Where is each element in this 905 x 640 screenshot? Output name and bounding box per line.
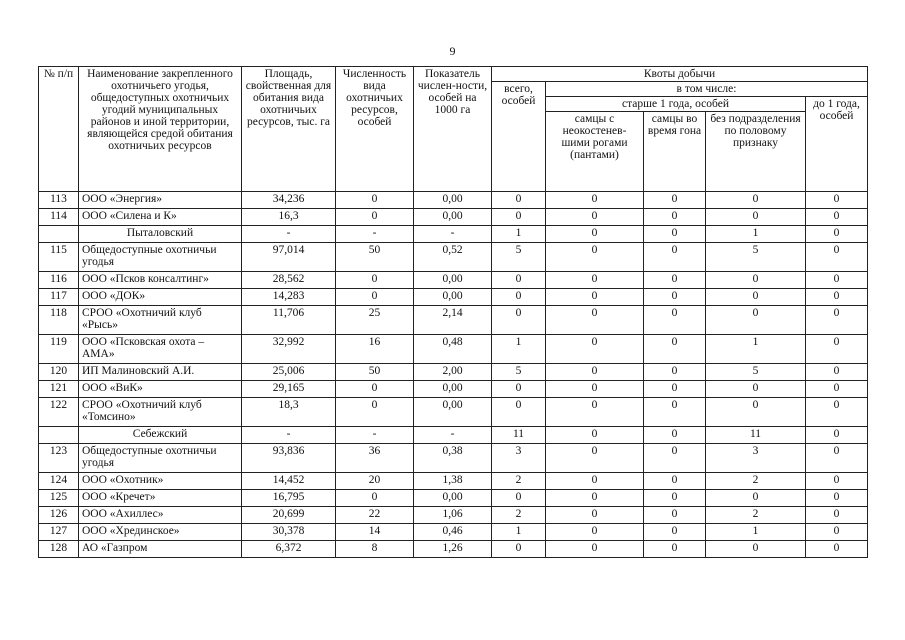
cell-total: 2 <box>492 507 546 524</box>
cell-males-rut: 0 <box>644 427 706 444</box>
cell-total: 5 <box>492 243 546 272</box>
cell-males-pants: 0 <box>546 427 644 444</box>
cell-count: - <box>336 427 414 444</box>
cell-males-rut: 0 <box>644 444 706 473</box>
cell-under1: 0 <box>806 473 868 490</box>
cell-area: 16,795 <box>242 490 336 507</box>
cell-name: ООО «Ахиллес» <box>79 507 242 524</box>
cell-no-gender: 0 <box>706 306 806 335</box>
table-row <box>39 243 868 272</box>
cell-area: 32,992 <box>242 335 336 364</box>
cell-total: 5 <box>492 364 546 381</box>
cell-males-rut: 0 <box>644 209 706 226</box>
cell-index: 1,26 <box>414 541 492 558</box>
cell-males-rut: 0 <box>644 364 706 381</box>
cell-count: 20 <box>336 473 414 490</box>
cell-under1: 0 <box>806 381 868 398</box>
cell-num <box>39 427 79 444</box>
cell-under1: 0 <box>806 272 868 289</box>
cell-males-rut: 0 <box>644 289 706 306</box>
cell-name: Общедоступные охотничьи угодья <box>79 444 242 473</box>
cell-name: ООО «Кречет» <box>79 490 242 507</box>
cell-males-rut: 0 <box>644 541 706 558</box>
cell-total: 0 <box>492 209 546 226</box>
header-index: Показатель числен-ности, особей на 1000 га <box>414 67 492 192</box>
cell-area: 18,3 <box>242 398 336 427</box>
cell-under1: 0 <box>806 507 868 524</box>
cell-index: 0,00 <box>414 272 492 289</box>
cell-count: 36 <box>336 444 414 473</box>
cell-area: 11,706 <box>242 306 336 335</box>
cell-count: 25 <box>336 306 414 335</box>
cell-index: 0,00 <box>414 490 492 507</box>
cell-num: 127 <box>39 524 79 541</box>
cell-num: 113 <box>39 192 79 209</box>
cell-males-pants: 0 <box>546 381 644 398</box>
cell-name: ООО «Псков консалтинг» <box>79 272 242 289</box>
cell-males-rut: 0 <box>644 335 706 364</box>
cell-index: 0,00 <box>414 289 492 306</box>
cell-no-gender: 2 <box>706 507 806 524</box>
cell-num: 126 <box>39 507 79 524</box>
cell-count: 50 <box>336 364 414 381</box>
cell-males-pants: 0 <box>546 541 644 558</box>
cell-num: 124 <box>39 473 79 490</box>
cell-males-pants: 0 <box>546 364 644 381</box>
cell-area: - <box>242 427 336 444</box>
cell-males-rut: 0 <box>644 226 706 243</box>
cell-no-gender: 1 <box>706 226 806 243</box>
cell-count: 22 <box>336 507 414 524</box>
cell-total: 3 <box>492 444 546 473</box>
cell-total: 1 <box>492 226 546 243</box>
cell-index: 0,00 <box>414 381 492 398</box>
cell-males-rut: 0 <box>644 272 706 289</box>
cell-num <box>39 226 79 243</box>
cell-no-gender: 5 <box>706 243 806 272</box>
cell-no-gender: 0 <box>706 381 806 398</box>
cell-count: 50 <box>336 243 414 272</box>
cell-under1: 0 <box>806 192 868 209</box>
cell-name: ООО «Псковская охота – АМА» <box>79 335 242 364</box>
cell-no-gender: 3 <box>706 444 806 473</box>
cell-area: - <box>242 226 336 243</box>
cell-males-rut: 0 <box>644 192 706 209</box>
cell-count: 16 <box>336 335 414 364</box>
cell-num: 119 <box>39 335 79 364</box>
cell-no-gender: 2 <box>706 473 806 490</box>
cell-index: 0,46 <box>414 524 492 541</box>
cell-num: 117 <box>39 289 79 306</box>
cell-num: 121 <box>39 381 79 398</box>
cell-index: - <box>414 427 492 444</box>
table-row <box>39 507 868 524</box>
cell-index: 0,00 <box>414 209 492 226</box>
cell-name: Общедоступные охотничьи угодья <box>79 243 242 272</box>
cell-index: 1,38 <box>414 473 492 490</box>
cell-males-rut: 0 <box>644 490 706 507</box>
cell-no-gender: 0 <box>706 541 806 558</box>
cell-count: 0 <box>336 381 414 398</box>
table-row <box>39 490 868 507</box>
cell-name: АО «Газпром <box>79 541 242 558</box>
cell-name: ООО «Энергия» <box>79 192 242 209</box>
table-row <box>39 444 868 473</box>
cell-area: 6,372 <box>242 541 336 558</box>
cell-under1: 0 <box>806 490 868 507</box>
header-males-pants: самцы с неокостенев-шими рогами (пантами) <box>546 112 644 192</box>
cell-name: ИП Малиновский А.И. <box>79 364 242 381</box>
header-under1: до 1 года, особей <box>806 97 868 192</box>
header-name: Наименование закрепленного охотничьего угодья, общедоступных охотничьих угодий муниципальных районов и иной территории, являющейся средой обитания охотничьих ресурсов <box>79 67 242 192</box>
cell-males-pants: 0 <box>546 335 644 364</box>
cell-index: 0,38 <box>414 444 492 473</box>
header-quotas: Квоты добычи <box>492 67 868 82</box>
cell-name: СРОО «Охотничий клуб «Рысь» <box>79 306 242 335</box>
header-including: в том числе: <box>546 82 868 97</box>
cell-males-pants: 0 <box>546 524 644 541</box>
cell-no-gender: 11 <box>706 427 806 444</box>
cell-index: 0,48 <box>414 335 492 364</box>
table-row <box>39 192 868 209</box>
cell-under1: 0 <box>806 398 868 427</box>
cell-total: 0 <box>492 490 546 507</box>
table-row <box>39 335 868 364</box>
cell-index: 0,52 <box>414 243 492 272</box>
cell-num: 123 <box>39 444 79 473</box>
cell-num: 128 <box>39 541 79 558</box>
table-row <box>39 209 868 226</box>
table-body <box>39 192 868 558</box>
cell-area: 30,378 <box>242 524 336 541</box>
cell-area: 34,236 <box>242 192 336 209</box>
table-row <box>39 541 868 558</box>
cell-males-pants: 0 <box>546 473 644 490</box>
cell-index: 0,00 <box>414 398 492 427</box>
cell-count: 0 <box>336 490 414 507</box>
cell-males-rut: 0 <box>644 473 706 490</box>
cell-index: 0,00 <box>414 192 492 209</box>
cell-males-rut: 0 <box>644 398 706 427</box>
cell-under1: 0 <box>806 289 868 306</box>
cell-total: 2 <box>492 473 546 490</box>
cell-under1: 0 <box>806 524 868 541</box>
cell-area: 97,014 <box>242 243 336 272</box>
cell-males-rut: 0 <box>644 381 706 398</box>
cell-total: 0 <box>492 381 546 398</box>
table-row <box>39 272 868 289</box>
table-row <box>39 398 868 427</box>
cell-under1: 0 <box>806 335 868 364</box>
cell-total: 1 <box>492 524 546 541</box>
cell-no-gender: 0 <box>706 398 806 427</box>
district-row <box>39 427 868 444</box>
cell-num: 118 <box>39 306 79 335</box>
cell-under1: 0 <box>806 209 868 226</box>
page-number: 9 <box>449 44 456 58</box>
cell-males-rut: 0 <box>644 524 706 541</box>
cell-males-rut: 0 <box>644 507 706 524</box>
cell-total: 0 <box>492 289 546 306</box>
cell-no-gender: 0 <box>706 289 806 306</box>
cell-under1: 0 <box>806 364 868 381</box>
table-row <box>39 289 868 306</box>
cell-num: 125 <box>39 490 79 507</box>
table-row <box>39 381 868 398</box>
cell-males-pants: 0 <box>546 306 644 335</box>
cell-count: 0 <box>336 192 414 209</box>
cell-total: 11 <box>492 427 546 444</box>
cell-name: ООО «ДОК» <box>79 289 242 306</box>
cell-males-pants: 0 <box>546 444 644 473</box>
cell-no-gender: 0 <box>706 209 806 226</box>
cell-males-pants: 0 <box>546 289 644 306</box>
cell-num: 116 <box>39 272 79 289</box>
cell-total: 0 <box>492 541 546 558</box>
header-males-rut: самцы во время гона <box>644 112 706 192</box>
cell-no-gender: 0 <box>706 272 806 289</box>
cell-males-pants: 0 <box>546 507 644 524</box>
cell-males-rut: 0 <box>644 306 706 335</box>
district-row <box>39 226 868 243</box>
cell-num: 115 <box>39 243 79 272</box>
cell-name: Себежский <box>79 427 242 444</box>
cell-total: 0 <box>492 192 546 209</box>
header-no-gender: без подразделения по половому признаку <box>706 112 806 192</box>
cell-num: 120 <box>39 364 79 381</box>
cell-name: ООО «Хрединское» <box>79 524 242 541</box>
cell-total: 1 <box>492 335 546 364</box>
cell-total: 0 <box>492 306 546 335</box>
cell-count: 0 <box>336 289 414 306</box>
quota-table <box>38 66 868 558</box>
cell-no-gender: 0 <box>706 490 806 507</box>
cell-total: 0 <box>492 398 546 427</box>
table-row <box>39 364 868 381</box>
cell-area: 14,452 <box>242 473 336 490</box>
cell-no-gender: 0 <box>706 192 806 209</box>
cell-no-gender: 1 <box>706 524 806 541</box>
cell-area: 25,006 <box>242 364 336 381</box>
table-row <box>39 306 868 335</box>
cell-males-pants: 0 <box>546 272 644 289</box>
cell-males-pants: 0 <box>546 226 644 243</box>
header-count: Численность вида охотничьих ресурсов, особей <box>336 67 414 192</box>
cell-area: 16,3 <box>242 209 336 226</box>
cell-area: 28,562 <box>242 272 336 289</box>
cell-males-pants: 0 <box>546 490 644 507</box>
header-total: всего, особей <box>492 82 546 192</box>
cell-males-pants: 0 <box>546 398 644 427</box>
cell-males-pants: 0 <box>546 243 644 272</box>
cell-area: 20,699 <box>242 507 336 524</box>
table-row <box>39 524 868 541</box>
cell-under1: 0 <box>806 427 868 444</box>
cell-count: 14 <box>336 524 414 541</box>
cell-under1: 0 <box>806 306 868 335</box>
cell-count: 0 <box>336 398 414 427</box>
cell-males-rut: 0 <box>644 243 706 272</box>
cell-area: 14,283 <box>242 289 336 306</box>
cell-under1: 0 <box>806 541 868 558</box>
cell-count: 0 <box>336 272 414 289</box>
cell-name: ООО «Охотник» <box>79 473 242 490</box>
cell-no-gender: 5 <box>706 364 806 381</box>
cell-males-pants: 0 <box>546 209 644 226</box>
cell-num: 122 <box>39 398 79 427</box>
cell-no-gender: 1 <box>706 335 806 364</box>
cell-area: 29,165 <box>242 381 336 398</box>
cell-index: 2,00 <box>414 364 492 381</box>
header-area: Площадь, свойственная для обитания вида охотничьих ресурсов, тыс. га <box>242 67 336 192</box>
cell-index: - <box>414 226 492 243</box>
cell-males-pants: 0 <box>546 192 644 209</box>
cell-num: 114 <box>39 209 79 226</box>
cell-name: СРОО «Охотничий клуб «Томсино» <box>79 398 242 427</box>
header-num: № п/п <box>39 67 79 192</box>
cell-name: ООО «Силена и К» <box>79 209 242 226</box>
cell-index: 1,06 <box>414 507 492 524</box>
cell-under1: 0 <box>806 444 868 473</box>
cell-count: - <box>336 226 414 243</box>
cell-count: 8 <box>336 541 414 558</box>
cell-total: 0 <box>492 272 546 289</box>
cell-under1: 0 <box>806 226 868 243</box>
header-older: старше 1 года, особей <box>546 97 806 112</box>
cell-under1: 0 <box>806 243 868 272</box>
table-row <box>39 473 868 490</box>
cell-name: ООО «ВиК» <box>79 381 242 398</box>
cell-index: 2,14 <box>414 306 492 335</box>
cell-area: 93,836 <box>242 444 336 473</box>
cell-count: 0 <box>336 209 414 226</box>
cell-name: Пыталовский <box>79 226 242 243</box>
